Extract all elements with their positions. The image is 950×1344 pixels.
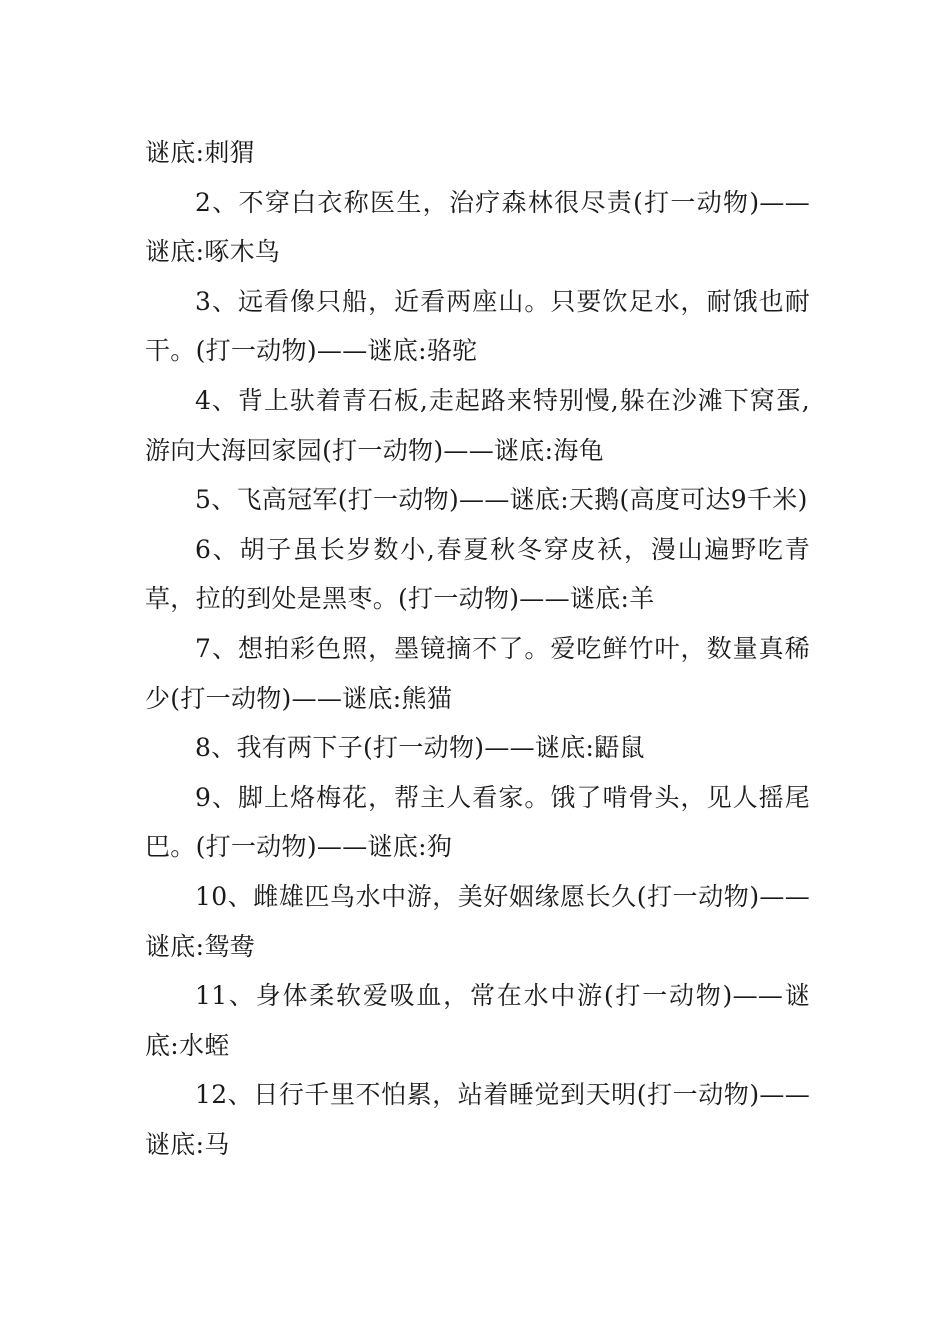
paragraph-2: 2、不穿白衣称医生，治疗森林很尽责(打一动物)——谜底:啄木鸟 [145,187,810,267]
paragraph-10: 10、雌雄匹鸟水中游，美好姻缘愿长久(打一动物)——谜底:鸳鸯 [145,881,810,961]
paragraph-12: 12、日行千里不怕累，站着睡觉到天明(打一动物)——谜底:马 [145,1080,810,1159]
paragraph-11: 11、身体柔软爱吸血，常在水中游(打一动物)——谜底:水蛭 [145,981,810,1060]
paragraph-9: 9、脚上烙梅花，帮主人看家。饿了啃骨头，见人摇尾巴。(打一动物)——谜底:狗 [145,782,810,862]
paragraph-8: 8、我有两下子(打一动物)——谜底:鼯鼠 [195,733,645,763]
document-body [145,128,810,1169]
paragraph-7: 7、想拍彩色照，墨镜摘不了。爱吃鲜竹叶，数量真稀少(打一动物)——谜底:熊猫 [145,633,810,713]
paragraph-4: 4、背上驮着青石板,走起路来特别慢,躲在沙滩下窝蛋,游向大海回家园(打一动物)——谜底:海龟 [145,385,810,465]
paragraph-6: 6、胡子虽长岁数小,春夏秋冬穿皮袄，漫山遍野吃青草，拉的到处是黑枣。(打一动物)——谜底:羊 [145,534,810,614]
paragraph-3: 3、远看像只船，近看两座山。只要饮足水，耐饿也耐干。(打一动物)——谜底:骆驼 [145,286,810,366]
paragraph-1: 谜底:刺猬 [145,138,255,167]
paragraph-5: 5、飞高冠军(打一动物)——谜底:天鹅(高度可达9千米) [195,485,808,515]
